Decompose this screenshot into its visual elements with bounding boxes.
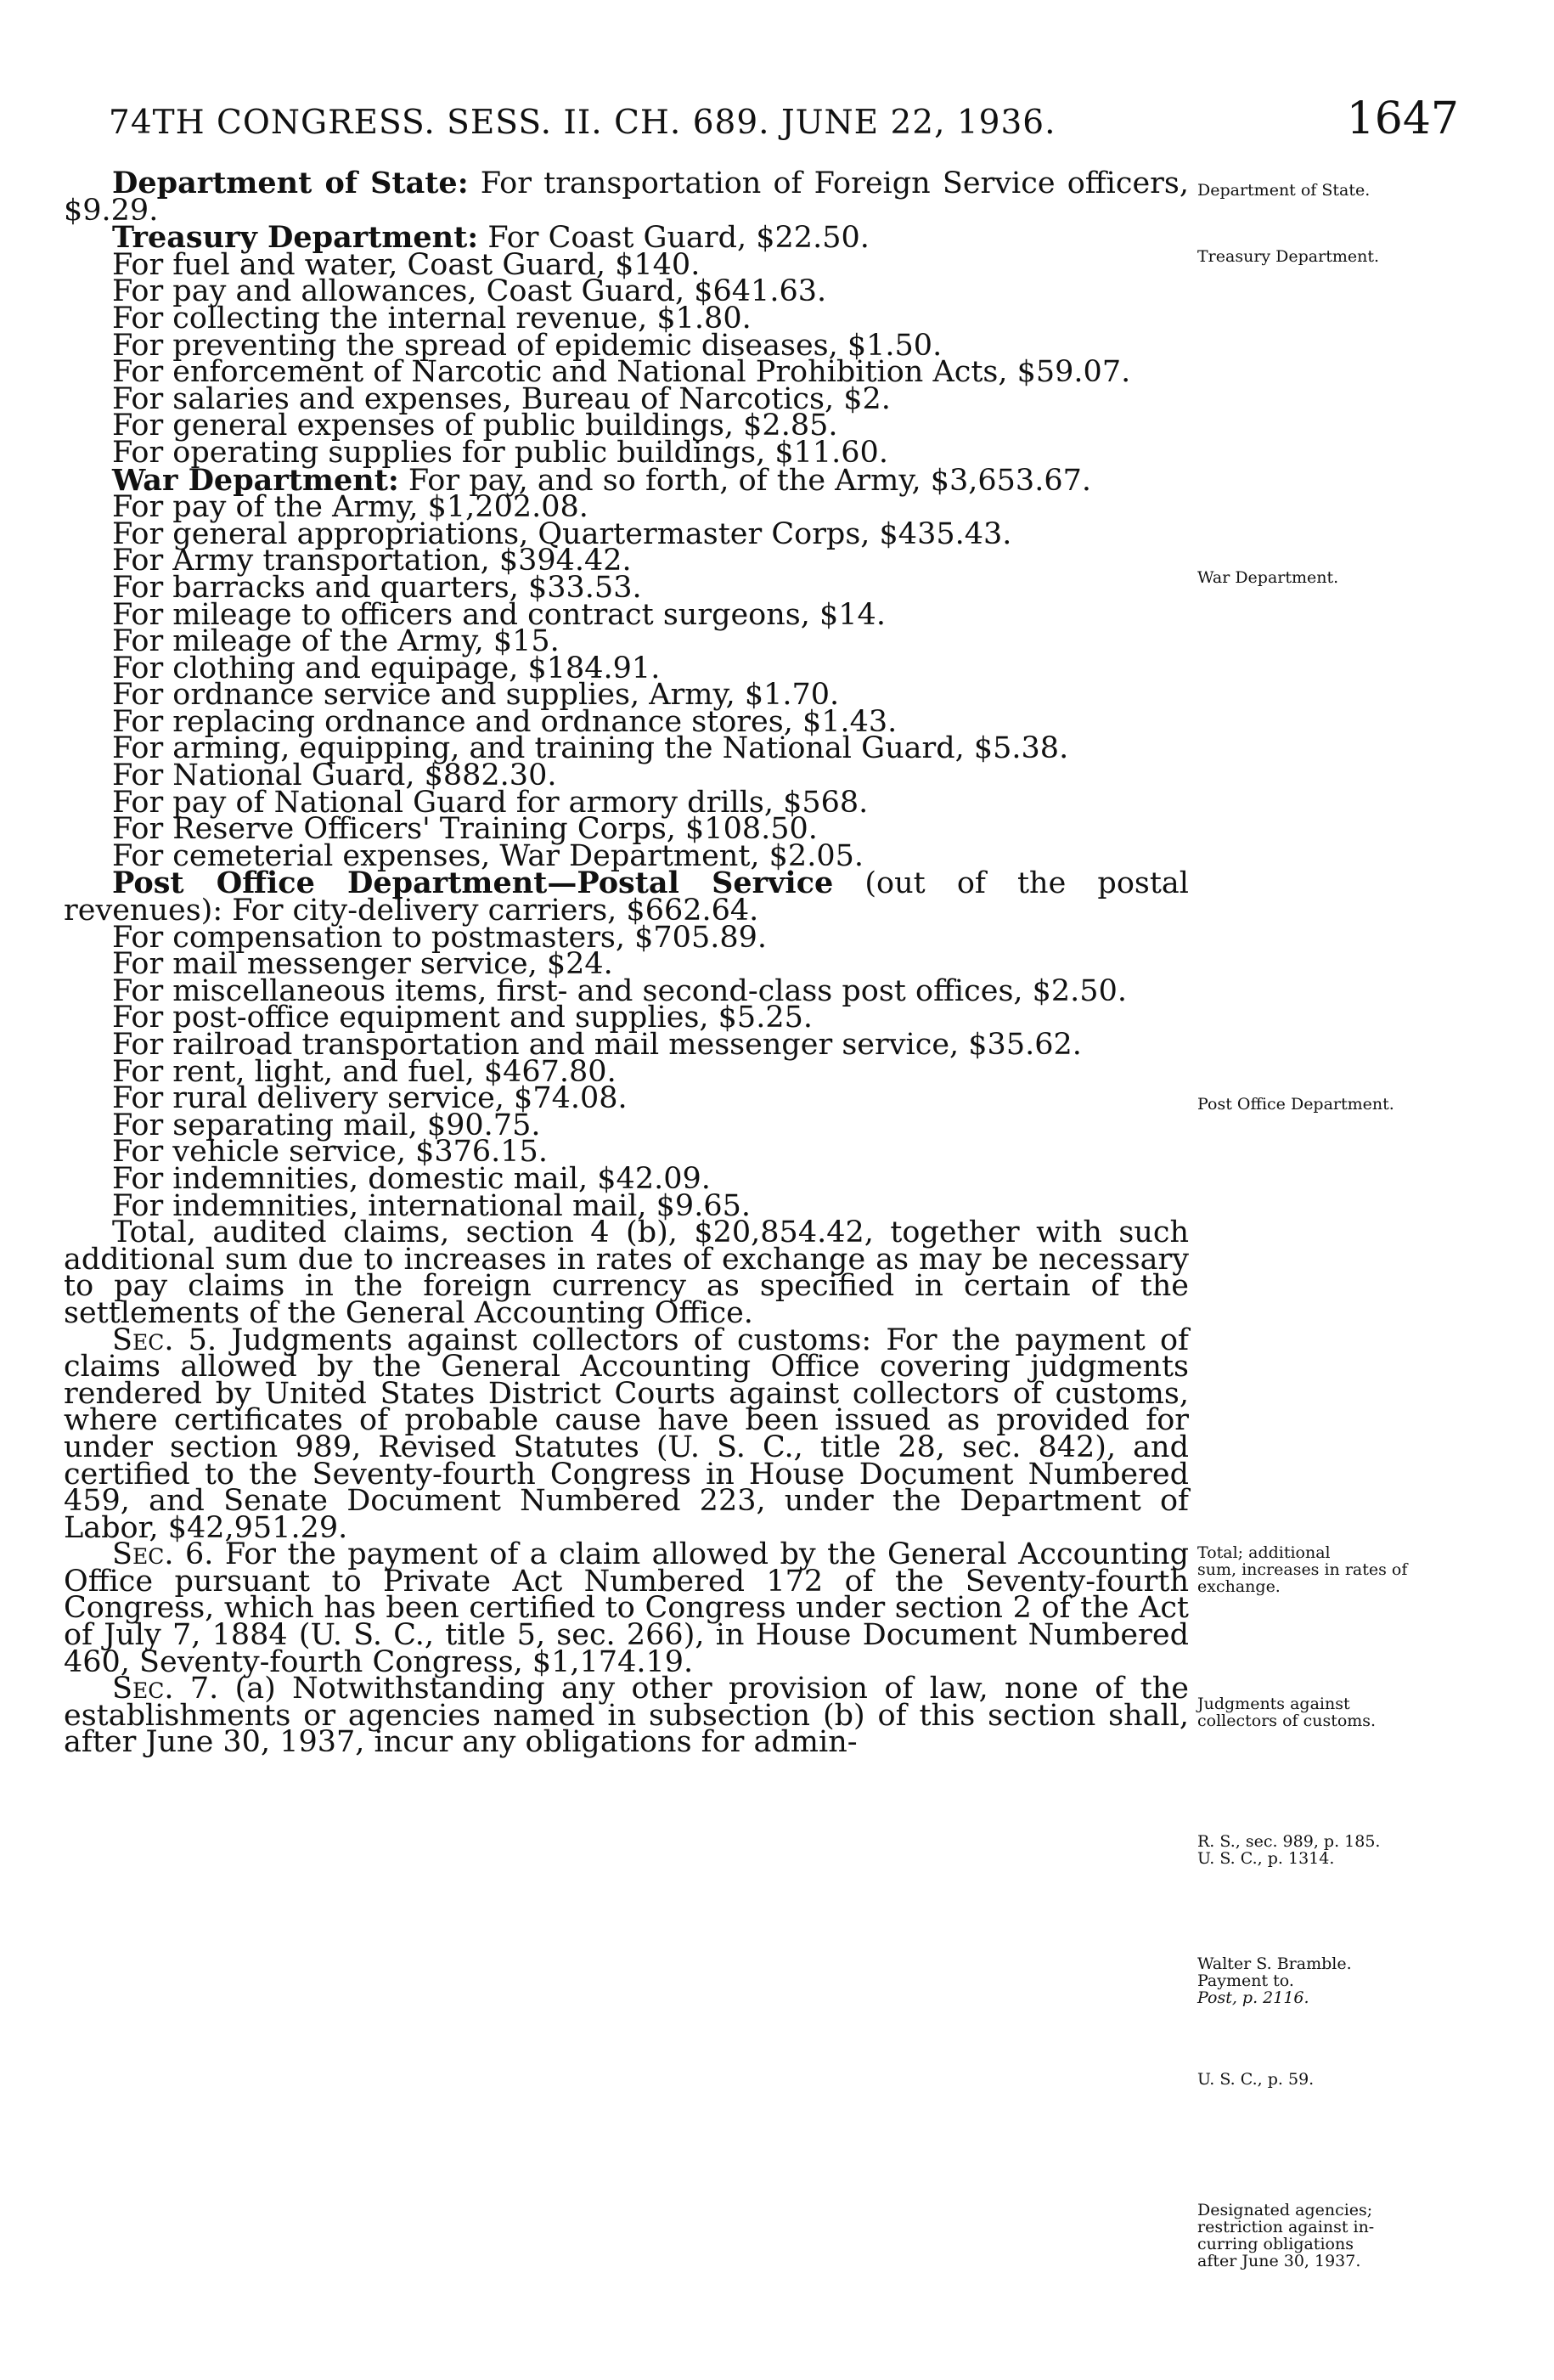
margin-note-walter-bramble	[1197, 1955, 1452, 2006]
appropriation-line: For general expenses of public buildings, $2.85.	[112, 409, 838, 443]
appropriation-line: For rent, light, and fuel, $467.80.	[112, 1054, 617, 1089]
appropriation-line: For compensation to postmasters, $705.89.	[112, 920, 768, 955]
margin-note-text: Treasury Department.	[1197, 247, 1380, 266]
paragraph-post-office	[64, 866, 1189, 928]
margin-note-text: R. S., sec. 989, p. 185.	[1197, 1832, 1381, 1851]
appropriation-line: For replacing ordnance and ordnance stores, $1.43.	[112, 704, 898, 739]
section-label: Sec.	[112, 1323, 174, 1357]
margin-note-text: Payment to.	[1197, 1971, 1294, 1990]
appropriation-line: For pay of National Guard for armory drills, $568.	[112, 785, 869, 820]
appropriation-line: For salaries and expenses, Bureau of Narcotics, $2.	[112, 381, 891, 416]
paragraph-total: Total, audited claims, section 4 (b), $20,854.42, together with such additional sum due to increases in rates of exchange as may be necessary to pay claims in the foreign currency as specified in certain of the settlements of the General Accounting Office.	[64, 1215, 1189, 1330]
margin-note-text: U. S. C., p. 1314.	[1197, 1849, 1335, 1868]
appropriation-line: For separating mail, $90.75.	[112, 1108, 541, 1142]
margin-note-revised-statutes	[1197, 1833, 1452, 1867]
appropriation-line: For ordnance service and supplies, Army, $1.70.	[112, 678, 840, 713]
margin-note-text: War Department.	[1197, 568, 1339, 587]
text-section-5: 5. Judgments against collectors of customs: For the payment of claims allowed by the General Accounting Office covering judgments rendered by United States District Courts against collectors of customs, where certificates of probable cause have been issued as provided for under section 989, Revised Statutes (U. S. C., title 28, sec. 842), and certified to the Seventy-fourth Congress in House Document Numbered 459, and Senate Document Numbered 223, under the Department of Labor, $42,951.29.	[64, 1323, 1189, 1545]
margin-note-text: U. S. C., p. 59.	[1197, 2070, 1315, 2089]
heading-department-of-state: Department of State:	[112, 166, 469, 200]
margin-note-post-office	[1197, 1096, 1444, 1113]
paragraph-section-6	[64, 1537, 1189, 1679]
text-post-office: (out of the postal revenues): For city-delivery carriers, $662.64.	[64, 866, 1189, 928]
paragraph-state	[64, 166, 1189, 228]
margin-note-usc	[1197, 2071, 1452, 2088]
appropriation-line: For arming, equipping, and training the National Guard, $5.38.	[112, 731, 1069, 766]
appropriation-line: For Army transportation, $394.42.	[112, 544, 632, 578]
text-treasury: For Coast Guard, $22.50.	[478, 221, 870, 256]
paragraph-section-7	[64, 1672, 1189, 1760]
appropriation-line: For pay of the Army, $1,202.08.	[112, 490, 588, 525]
margin-note-judgments	[1197, 1695, 1452, 1729]
appropriation-line: For railroad transportation and mail messenger service, $35.62.	[112, 1028, 1082, 1062]
section-label: Sec.	[112, 1672, 174, 1706]
appropriation-line: For collecting the internal revenue, $1.80.	[112, 301, 752, 336]
heading-treasury-department: Treasury Department:	[112, 220, 479, 256]
margin-note-treasury	[1197, 248, 1444, 265]
margin-note-designated-agencies	[1197, 2202, 1452, 2270]
heading-post-office-department: Post Office Department—Postal Service	[112, 866, 834, 901]
appropriation-line: For pay and allowances, Coast Guard, $641.63.	[112, 274, 827, 309]
margin-note-war	[1197, 569, 1452, 586]
margin-note-text: Post Office Department.	[1197, 1095, 1394, 1114]
appropriation-line: For clothing and equipage, $184.91.	[112, 651, 661, 685]
text-war: For pay, and so forth, of the Army, $3,653.67.	[398, 463, 1091, 498]
appropriation-line: For Reserve Officers' Training Corps, $108.50.	[112, 812, 818, 847]
appropriation-line: For enforcement of Narcotic and National Prohibition Acts, $59.07.	[112, 355, 1131, 390]
appropriation-line: For general appropriations, Quartermaster Corps, $435.43.	[112, 516, 1012, 551]
margin-note-text: collectors of customs.	[1197, 1712, 1377, 1730]
margin-note-text: sum, increases in rates of	[1197, 1560, 1408, 1579]
running-head: 74TH CONGRESS. SESS. II. CH. 689. JUNE 22, 1936.	[109, 104, 1056, 142]
appropriation-line: For indemnities, international mail, $9.65.	[112, 1188, 751, 1223]
appropriation-line: For rural delivery service, $74.08.	[112, 1081, 628, 1116]
margin-note-text: Walter S. Bramble.	[1197, 1954, 1352, 1973]
margin-note-text: curring obligations	[1197, 2235, 1354, 2253]
appropriation-line: For barracks and quarters, $33.53.	[112, 570, 642, 605]
appropriation-line: For fuel and water, Coast Guard, $140.	[112, 247, 701, 282]
appropriation-line: For mail messenger service, $24.	[112, 947, 613, 982]
margin-note-text: Judgments against	[1197, 1695, 1350, 1713]
margin-note-text: after June 30, 1937.	[1197, 2252, 1361, 2270]
paragraph-section-5	[64, 1323, 1189, 1545]
appropriation-line: For miscellaneous items, first- and second-class post offices, $2.50.	[112, 973, 1127, 1008]
appropriation-line: For vehicle service, $376.15.	[112, 1135, 548, 1170]
appropriation-line: For mileage to officers and contract surgeons, $14.	[112, 597, 886, 632]
text-section-6: 6. For the payment of a claim allowed by the General Accounting Office pursuant to Private Act Numbered 172 of the Seventy-fourth Congress, which has been certified to Congress under section 2 of the Act of July 7, 1884 (U. S. C., title 5, sec. 266), in House Document Numbered 460, Seventy-fourth Congress, $1,174.19.	[64, 1537, 1189, 1679]
main-text	[64, 166, 1189, 1760]
margin-note-text: Post, p. 2116.	[1197, 1988, 1309, 2007]
margin-note-text: exchange.	[1197, 1577, 1281, 1596]
appropriation-line: For National Guard, $882.30.	[112, 759, 557, 793]
text-state: For transportation of Foreign Service officers, $9.29.	[64, 166, 1189, 228]
margin-note-text: Department of State.	[1197, 181, 1371, 200]
appropriation-line: For post-office equipment and supplies, $5.25.	[112, 1001, 813, 1035]
section-label: Sec.	[112, 1537, 174, 1572]
heading-war-department: War Department:	[112, 462, 399, 498]
appropriation-line: For indemnities, domestic mail, $42.09.	[112, 1161, 711, 1196]
appropriation-line: For mileage of the Army, $15.	[112, 624, 560, 659]
page-header	[109, 93, 1459, 161]
text-section-7: 7. (a) Notwithstanding any other provision of law, none of the establishments or agencies named in subsection (b) of this section shall, after June 30, 1937, incur any obligations for admin-	[64, 1672, 1189, 1760]
appropriation-line: For operating supplies for public buildings, $11.60.	[112, 435, 888, 470]
appropriation-line: For preventing the spread of epidemic diseases, $1.50.	[112, 328, 943, 363]
appropriation-line: For cemeterial expenses, War Department, $2.05.	[112, 838, 864, 873]
page-number: 1647	[1346, 93, 1459, 144]
margin-note-state	[1197, 182, 1452, 199]
margin-note-text: restriction against in-	[1197, 2218, 1375, 2236]
margin-note-text: Total; additional	[1197, 1543, 1331, 1562]
margin-note-total	[1197, 1544, 1452, 1595]
margin-note-text: Designated agencies;	[1197, 2201, 1373, 2219]
